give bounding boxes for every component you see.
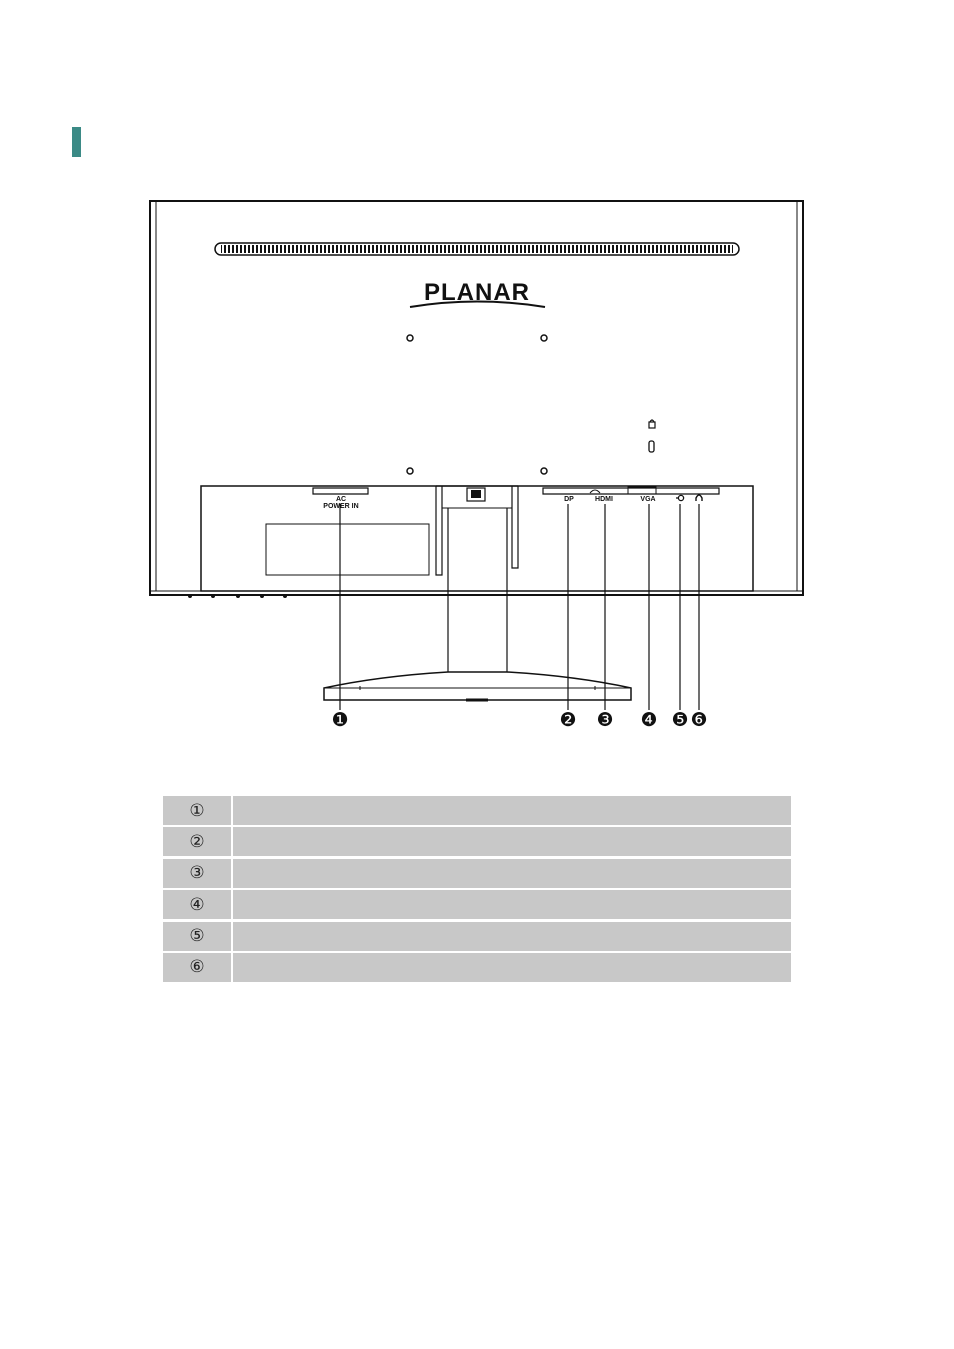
- vesa-mount-holes: [407, 335, 547, 474]
- kensington-lock-icon: [649, 420, 655, 452]
- legend-row: [163, 922, 791, 951]
- monitor-body: [150, 201, 803, 595]
- legend-description: [233, 953, 791, 982]
- port-legend-table: [163, 796, 791, 984]
- legend-description: [233, 890, 791, 919]
- legend-row: [163, 953, 791, 982]
- legend-number: ③: [163, 859, 233, 888]
- legend-description: [233, 859, 791, 888]
- callout-2: ❷: [559, 709, 577, 731]
- legend-row: [163, 859, 791, 888]
- callout-numbers: [331, 709, 707, 731]
- rear-io-panel: [185, 486, 753, 598]
- callout-1: ❶: [331, 709, 349, 731]
- ac-label: AC: [335, 496, 347, 503]
- callout-5: ❺: [671, 709, 689, 731]
- monitor-stand: [324, 486, 631, 700]
- hdmi-label: HDMI: [595, 496, 613, 503]
- power-in-label: POWER IN: [323, 503, 359, 510]
- callout-3: ❸: [596, 709, 614, 731]
- legend-number: ⑤: [163, 922, 233, 951]
- legend-number: ④: [163, 890, 233, 919]
- headphone-icon: [696, 495, 702, 501]
- audio-in-icon: [676, 495, 684, 500]
- legend-row: [163, 890, 791, 919]
- planar-logo: [410, 279, 545, 307]
- legend-number: ②: [163, 827, 233, 856]
- legend-number: ⑥: [163, 953, 233, 982]
- legend-row: [163, 796, 791, 825]
- callout-4: ❹: [640, 709, 658, 731]
- legend-description: [233, 922, 791, 951]
- legend-description: [233, 827, 791, 856]
- dp-label: DP: [564, 496, 574, 503]
- logo-text: PLANAR: [424, 279, 530, 306]
- legend-description: [233, 796, 791, 825]
- vga-label: VGA: [640, 496, 656, 503]
- legend-row: [163, 827, 791, 856]
- legend-number: ①: [163, 796, 233, 825]
- ventilation-grille: [215, 243, 739, 255]
- callout-6: ❻: [690, 709, 708, 731]
